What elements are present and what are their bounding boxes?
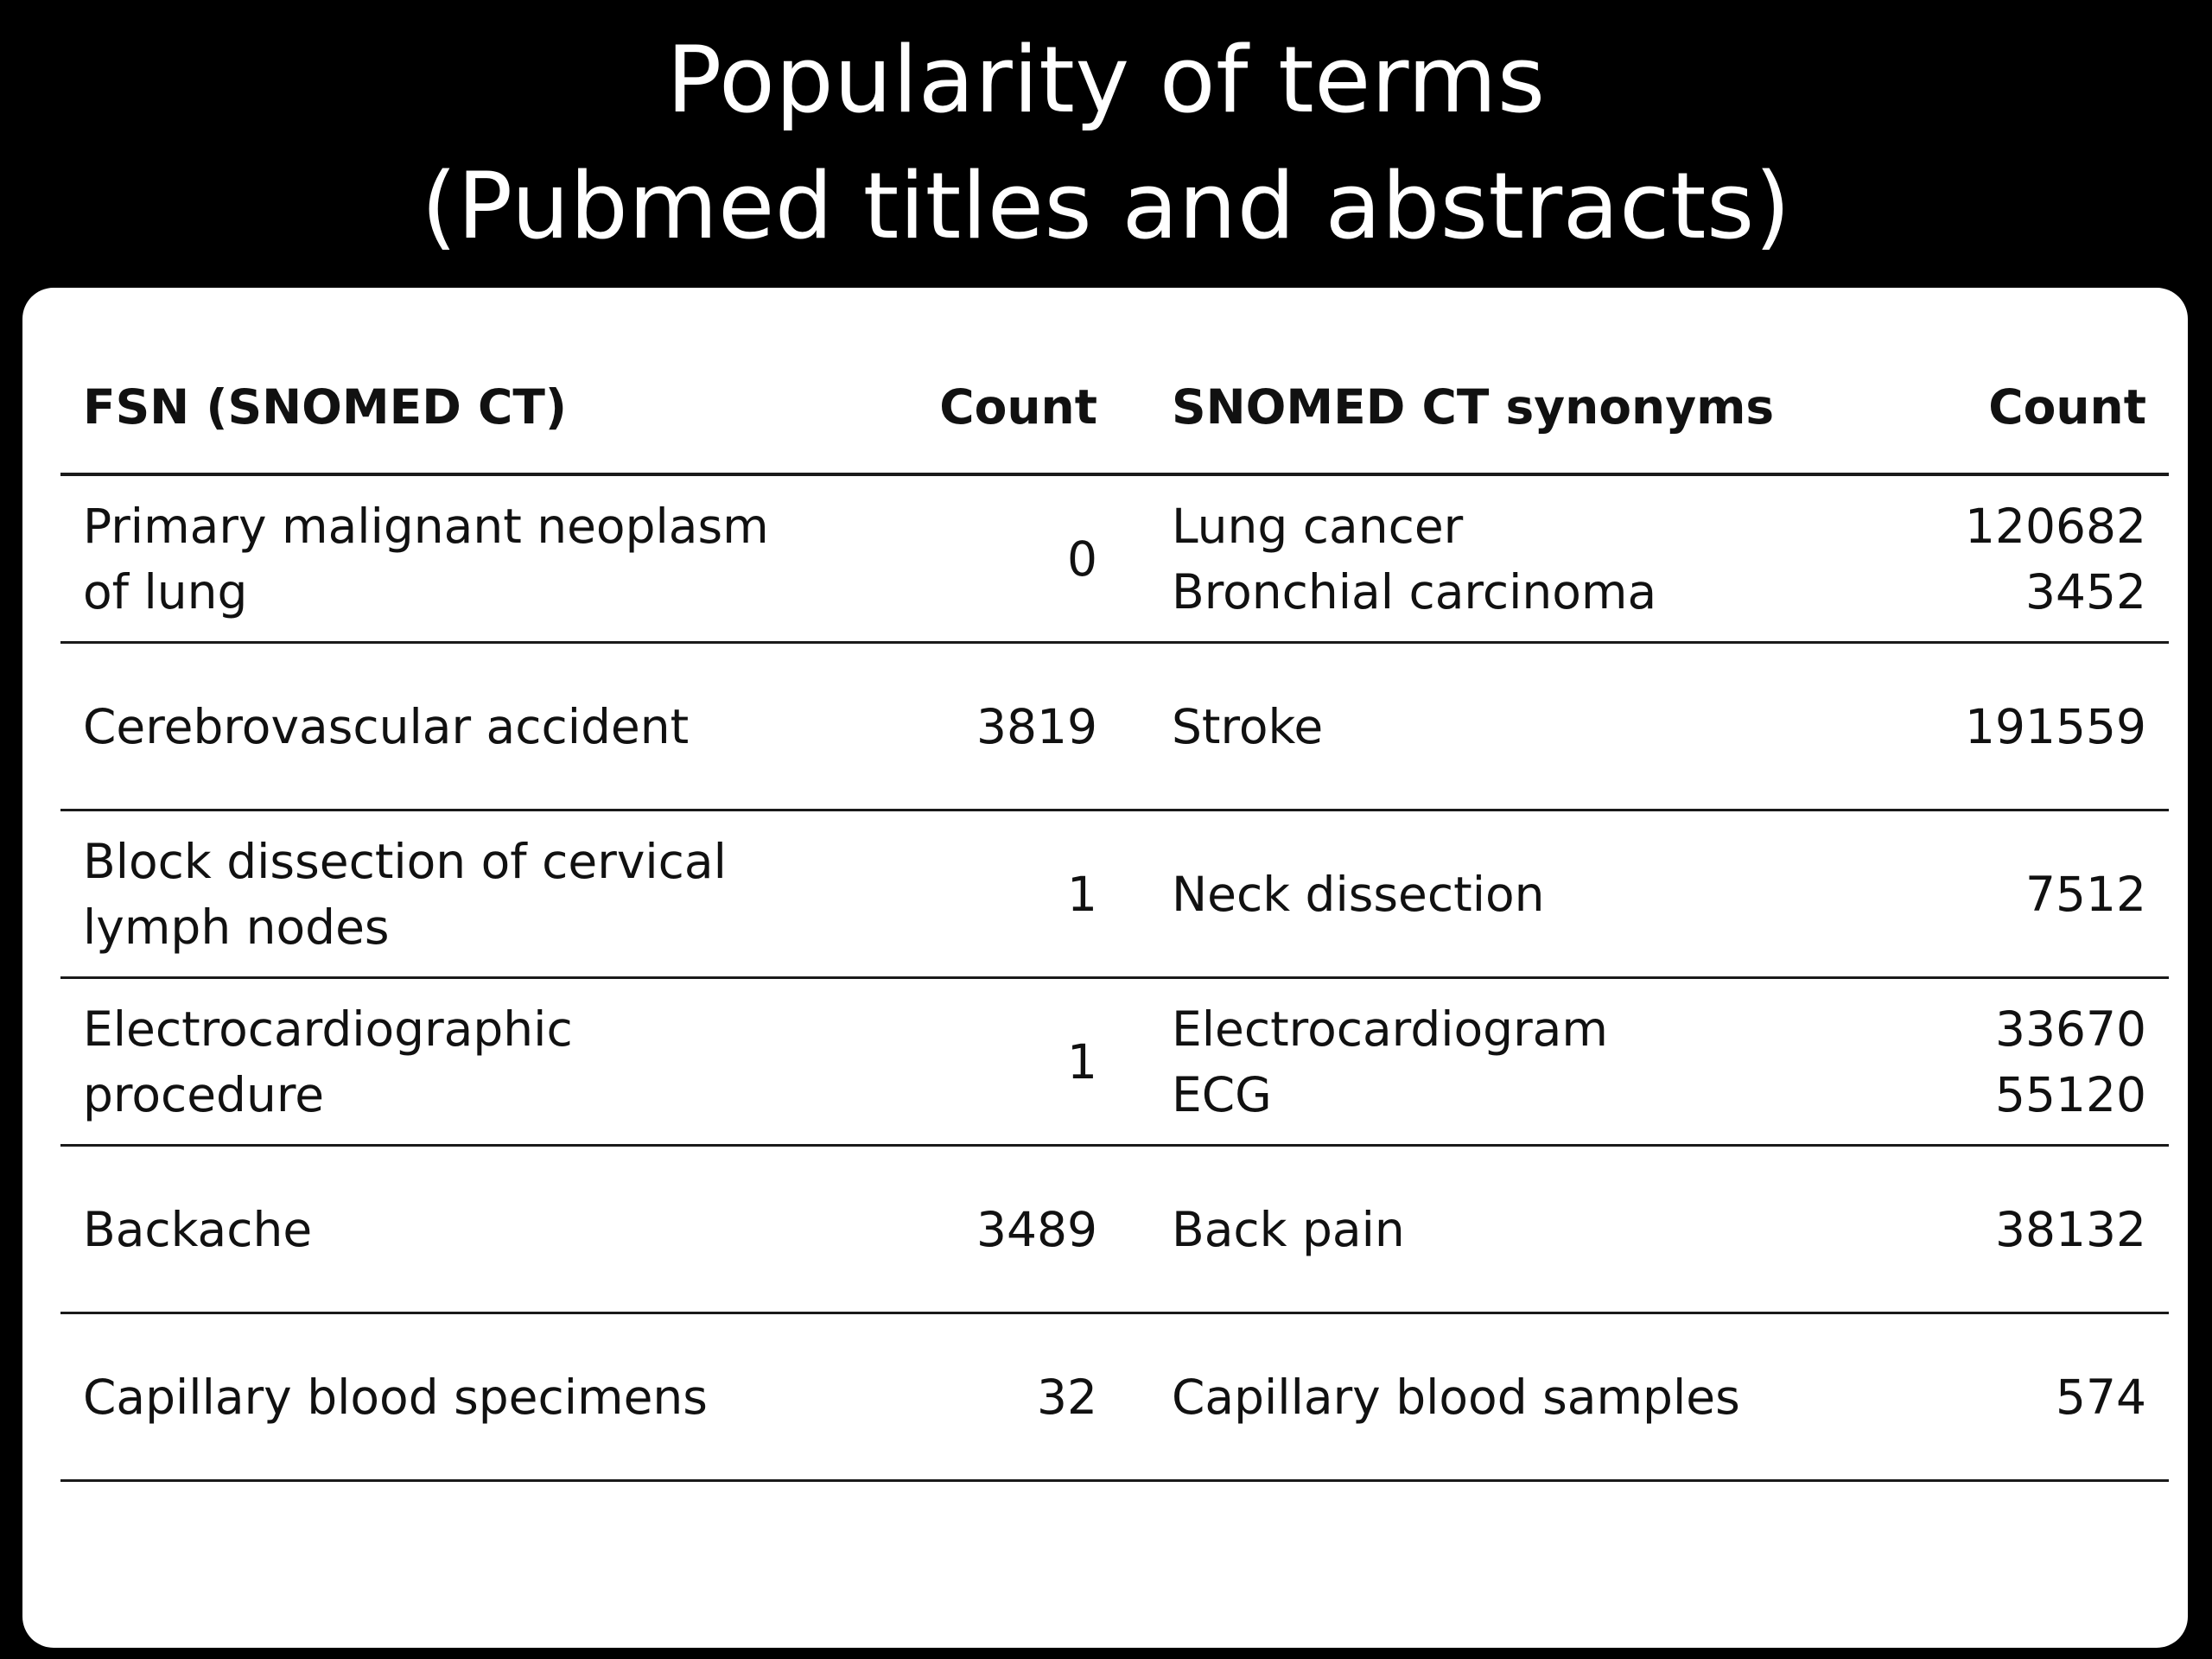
synonym-count-cell-line: 191559	[1965, 698, 2146, 754]
synonym-count-cell-line: 7512	[2025, 866, 2146, 922]
fsn-cell	[83, 979, 826, 1144]
synonym-count-cell-line: 55120	[1995, 1066, 2146, 1122]
fsn-count-cell-line: 3489	[976, 1201, 1097, 1257]
content-panel	[22, 288, 2188, 1648]
header-fsn-count: Count	[939, 379, 1097, 435]
table-row	[60, 979, 2169, 1147]
table-row	[60, 1314, 2169, 1482]
header-fsn: FSN (SNOMED CT)	[83, 379, 568, 435]
synonyms-cell	[1172, 811, 1915, 976]
table-row	[60, 1147, 2169, 1314]
synonym-count-cell-line: 38132	[1995, 1201, 2146, 1257]
synonyms-cell	[1172, 979, 1915, 1144]
synonym-count-cell	[1910, 1147, 2146, 1312]
synonyms-cell-line: Electrocardiogram	[1172, 1001, 1608, 1057]
synonym-count-cell	[1910, 476, 2146, 641]
synonyms-cell-line: Back pain	[1172, 1201, 1405, 1257]
synonyms-cell-line: Bronchial carcinoma	[1172, 563, 1657, 620]
synonyms-cell-line: Stroke	[1172, 698, 1324, 754]
fsn-cell	[83, 811, 826, 976]
synonyms-cell	[1172, 1147, 1915, 1312]
fsn-count-cell	[838, 1314, 1097, 1479]
title-line-1: Popularity of terms	[666, 27, 1546, 133]
synonym-count-cell-line: 120682	[1965, 498, 2146, 554]
synonym-count-cell	[1910, 811, 2146, 976]
fsn-cell-line: of lung	[83, 563, 248, 620]
fsn-cell-line: Cerebrovascular accident	[83, 698, 690, 754]
fsn-count-cell	[838, 476, 1097, 641]
table-row	[60, 811, 2169, 979]
terms-table	[60, 348, 2169, 1482]
synonym-count-cell-line: 33670	[1995, 1001, 2146, 1057]
synonyms-cell-line: Lung cancer	[1172, 498, 1464, 554]
synonyms-cell-line: Neck dissection	[1172, 866, 1545, 922]
synonym-count-cell-line: 574	[2056, 1369, 2146, 1425]
fsn-count-cell	[838, 644, 1097, 809]
fsn-count-cell-line: 1	[1067, 1033, 1097, 1090]
synonyms-cell	[1172, 644, 1915, 809]
fsn-cell-line: Backache	[83, 1201, 313, 1257]
fsn-count-cell-line: 3819	[976, 698, 1097, 754]
title-line-2: (Pubmed titles and abstracts)	[421, 153, 1791, 259]
synonym-count-cell	[1910, 1314, 2146, 1479]
fsn-cell-line: Primary malignant neoplasm	[83, 498, 769, 554]
header-synonyms: SNOMED CT synonyms	[1172, 379, 1775, 435]
fsn-count-cell-line: 32	[1037, 1369, 1097, 1425]
fsn-cell	[83, 476, 826, 641]
fsn-count-cell-line: 0	[1067, 531, 1097, 587]
fsn-cell	[83, 644, 826, 809]
table-row	[60, 644, 2169, 811]
fsn-cell-line: procedure	[83, 1066, 325, 1122]
synonym-count-cell-line: 3452	[2025, 563, 2146, 620]
fsn-count-cell	[838, 1147, 1097, 1312]
fsn-cell	[83, 1314, 826, 1479]
synonym-count-cell	[1910, 979, 2146, 1144]
fsn-cell-line: Capillary blood specimens	[83, 1369, 708, 1425]
fsn-cell-line: Electrocardiographic	[83, 1001, 573, 1057]
slide-title	[0, 17, 2212, 270]
synonym-count-cell	[1910, 644, 2146, 809]
synonyms-cell	[1172, 476, 1915, 641]
table-body	[60, 476, 2169, 1482]
synonyms-cell-line: ECG	[1172, 1066, 1272, 1122]
fsn-cell	[83, 1147, 826, 1312]
synonyms-cell	[1172, 1314, 1915, 1479]
fsn-cell-line: Block dissection of cervical	[83, 833, 727, 889]
table-row	[60, 476, 2169, 644]
synonyms-cell-line: Capillary blood samples	[1172, 1369, 1740, 1425]
fsn-count-cell	[838, 811, 1097, 976]
table-header-row	[60, 348, 2169, 476]
fsn-count-cell-line: 1	[1067, 866, 1097, 922]
header-synonyms-count: Count	[1988, 379, 2146, 435]
fsn-count-cell	[838, 979, 1097, 1144]
fsn-cell-line: lymph nodes	[83, 899, 390, 955]
